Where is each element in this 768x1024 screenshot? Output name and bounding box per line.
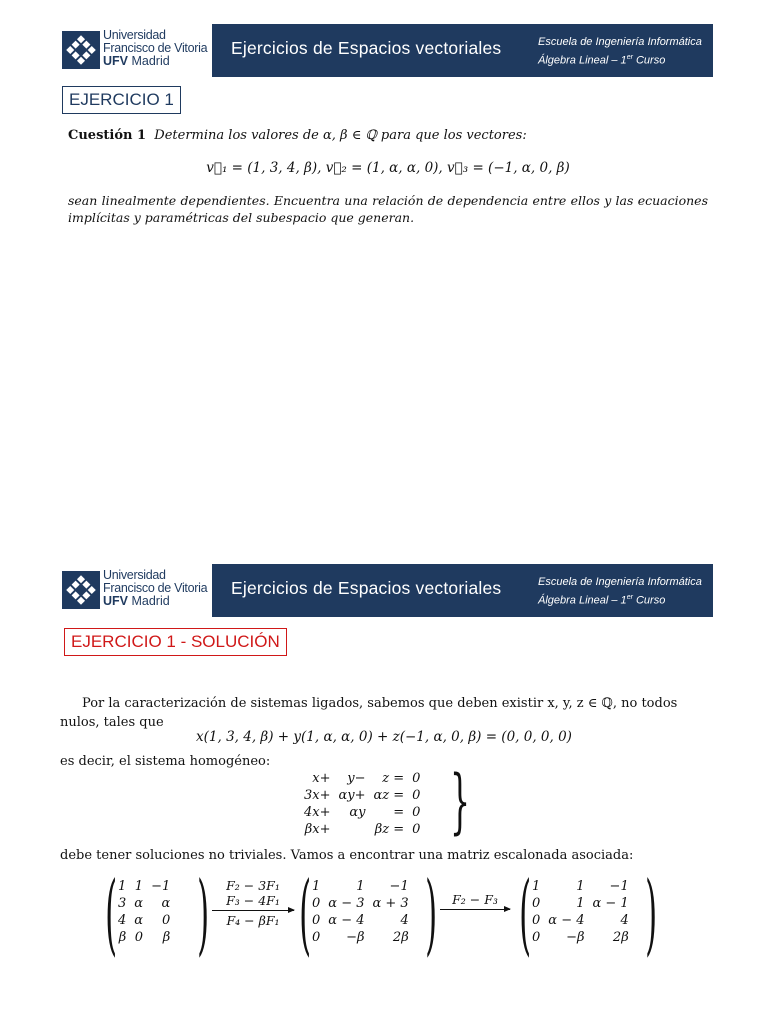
system-row xyxy=(300,804,424,821)
op-4: F₂ − F₃ xyxy=(452,892,498,907)
matrix-c-cell: 4 xyxy=(620,913,629,928)
course-name: Álgebra Lineal – 1 xyxy=(538,594,627,607)
matrix-a-cell: 3 xyxy=(118,896,127,911)
question-prompt: Determina los valores de α, β ∈ ℚ para que los vectores: xyxy=(154,128,527,143)
system-cell: = xyxy=(393,805,405,820)
matrix-b-cell: α + 3 xyxy=(372,896,409,911)
question-text: sean linealmente dependientes. Encuentra una relación de dependencia entre ellos y las ecuaciones implícitas y paramétricas del subespacio que generan. xyxy=(68,193,708,225)
logo-line-2: Francisco de Vitoria xyxy=(103,41,208,55)
exercise-label: EJERCICIO 1 xyxy=(62,86,181,114)
logo-ufv: UFV xyxy=(103,54,128,68)
matrix-c-row xyxy=(528,929,633,946)
matrix-a-cell: −1 xyxy=(151,879,171,894)
matrix-a-cell: 0 xyxy=(161,913,171,928)
matrix-b-cell: 4 xyxy=(400,913,409,928)
course-end: Curso xyxy=(632,594,666,607)
row-ops-1 xyxy=(212,878,294,928)
system-cell: αz = xyxy=(373,788,405,803)
op-2: F₃ − 4F₁ xyxy=(226,893,280,908)
logo-line-1: Universidad xyxy=(103,28,166,42)
matrix-c-row xyxy=(528,878,633,895)
matrix-c-cell: 0 xyxy=(532,896,541,911)
header-course-info xyxy=(538,35,702,69)
matrix-b xyxy=(299,862,438,965)
matrix-c-cell: 1 xyxy=(576,879,585,894)
matrix-b-cell: α − 3 xyxy=(328,896,365,911)
slide-header xyxy=(56,564,713,617)
matrix-a-row xyxy=(114,929,174,946)
system-cell: y− xyxy=(347,771,366,786)
matrix-b-row xyxy=(308,895,413,912)
system-cell: αy xyxy=(349,805,366,820)
logo-madrid: Madrid xyxy=(128,54,170,68)
op-1: F₂ − 3F₁ xyxy=(226,878,280,893)
matrix-c-row xyxy=(528,895,633,912)
matrix-a-cell: 1 xyxy=(118,879,127,894)
matrix-c-left-paren: ( xyxy=(519,862,532,965)
matrix-c-cell: −1 xyxy=(609,879,629,894)
row-ops-2 xyxy=(440,878,510,912)
matrix-b-row xyxy=(308,929,413,946)
course-name: Álgebra Lineal – 1 xyxy=(538,54,627,67)
logo-ufv: UFV xyxy=(103,594,128,608)
op-3: F₄ − βF₁ xyxy=(226,913,280,928)
system-cell: 3x+ xyxy=(304,788,331,803)
system-row xyxy=(300,787,424,804)
system-cell: z = xyxy=(382,771,405,786)
matrix-a-row xyxy=(114,895,174,912)
matrix-c-cell: 2β xyxy=(612,930,629,945)
matrix-b-cell: 0 xyxy=(312,896,321,911)
es-decir-text: es decir, el sistema homogéneo: xyxy=(60,754,271,769)
system-cell: βx+ xyxy=(304,822,331,837)
system-brace: } xyxy=(450,760,471,842)
matrix-a-cell: β xyxy=(162,930,171,945)
system-cell: 0 xyxy=(412,822,421,837)
question-label: Cuestión 1 xyxy=(68,128,147,143)
matrix-c-cell: −β xyxy=(566,930,585,945)
matrix-a-row xyxy=(114,878,174,895)
arrow-1-icon xyxy=(212,910,294,911)
matrix-c-row xyxy=(528,912,633,929)
matrix-b-cell: 1 xyxy=(312,879,321,894)
system-row xyxy=(300,821,424,838)
matrix-b-cell: −1 xyxy=(389,879,409,894)
matrix-a-cell: α xyxy=(134,913,144,928)
matrix-b-row xyxy=(308,912,413,929)
school-name: Escuela de Ingeniería Informática xyxy=(538,36,702,48)
system-cell xyxy=(335,821,370,838)
slide-solution xyxy=(0,540,768,1024)
system-cell: x+ xyxy=(312,771,331,786)
matrix-c-right-paren: ) xyxy=(645,862,658,965)
matrix-c-cell: 1 xyxy=(576,896,585,911)
matrix-c-cell: 0 xyxy=(532,930,541,945)
intro-text: Por la caracterización de sistemas ligados, sabemos que deben existir x, y, z ∈ ℚ, no todos nulos, tales que xyxy=(60,696,678,730)
matrix-c xyxy=(519,862,658,965)
vectors-formula: v⃗₁ = (1, 3, 4, β), v⃗₂ = (1, α, α, 0), v⃗₃ = (−1, α, 0, β) xyxy=(206,160,570,176)
university-logo xyxy=(56,564,212,617)
matrix-b-row xyxy=(308,878,413,895)
slide-header xyxy=(56,24,713,77)
matrix-a-cell: α xyxy=(134,896,144,911)
matrix-b-cell: 2β xyxy=(392,930,409,945)
arrow-2-icon xyxy=(440,909,510,910)
system-cell: 0 xyxy=(412,788,421,803)
after-system-text: debe tener soluciones no triviales. Vamos a encontrar una matriz escalonada asociada: xyxy=(60,848,634,863)
ufv-logo-icon xyxy=(62,571,100,609)
system-cell: αy+ xyxy=(338,788,366,803)
system-cell: 4x+ xyxy=(304,805,331,820)
course-end: Curso xyxy=(632,54,666,67)
system-row xyxy=(300,770,424,787)
matrix-b-right-paren: ) xyxy=(425,862,438,965)
university-logo xyxy=(56,24,212,77)
header-title: Ejercicios de Espacios vectoriales xyxy=(231,38,502,58)
matrix-a-cell: 4 xyxy=(118,913,127,928)
matrix-c-cell: 0 xyxy=(532,913,541,928)
matrix-a-left-paren: ( xyxy=(105,862,118,965)
matrix-c-cell: α − 1 xyxy=(592,896,629,911)
logo-madrid: Madrid xyxy=(128,594,170,608)
matrix-b-cell: 0 xyxy=(312,913,321,928)
solution-label: EJERCICIO 1 - SOLUCIÓN xyxy=(64,628,287,656)
matrix-a-cell: β xyxy=(118,930,127,945)
matrix-b-cell: α − 4 xyxy=(328,913,365,928)
matrix-b-cell: −β xyxy=(346,930,365,945)
system-cell: 0 xyxy=(412,771,421,786)
matrix-b-left-paren: ( xyxy=(299,862,312,965)
matrix-a-cell: α xyxy=(161,896,171,911)
system-cell: 0 xyxy=(412,805,421,820)
matrix-a-cell: 1 xyxy=(134,879,144,894)
matrix-a-right-paren: ) xyxy=(197,862,210,965)
matrix-a-row xyxy=(114,912,174,929)
logo-line-1: Universidad xyxy=(103,568,166,582)
matrix-a xyxy=(105,862,210,965)
logo-line-2: Francisco de Vitoria xyxy=(103,581,208,595)
header-course-info xyxy=(538,575,702,609)
school-name: Escuela de Ingeniería Informática xyxy=(538,576,702,588)
header-title: Ejercicios de Espacios vectoriales xyxy=(231,578,502,598)
matrix-a-cell: 0 xyxy=(134,930,144,945)
course-sup: er xyxy=(626,594,633,601)
matrix-c-cell: α − 4 xyxy=(548,913,585,928)
system-cell: βz = xyxy=(374,822,405,837)
matrix-c-cell: 1 xyxy=(532,879,541,894)
matrix-b-cell: 1 xyxy=(356,879,365,894)
homogeneous-system xyxy=(300,760,471,842)
question-block xyxy=(68,128,708,225)
linear-combination: x(1, 3, 4, β) + y(1, α, α, 0) + z(−1, α, 0, β) = (0, 0, 0, 0) xyxy=(196,729,572,745)
ufv-logo-icon xyxy=(62,31,100,69)
matrix-b-cell: 0 xyxy=(312,930,321,945)
course-sup: er xyxy=(626,54,633,61)
